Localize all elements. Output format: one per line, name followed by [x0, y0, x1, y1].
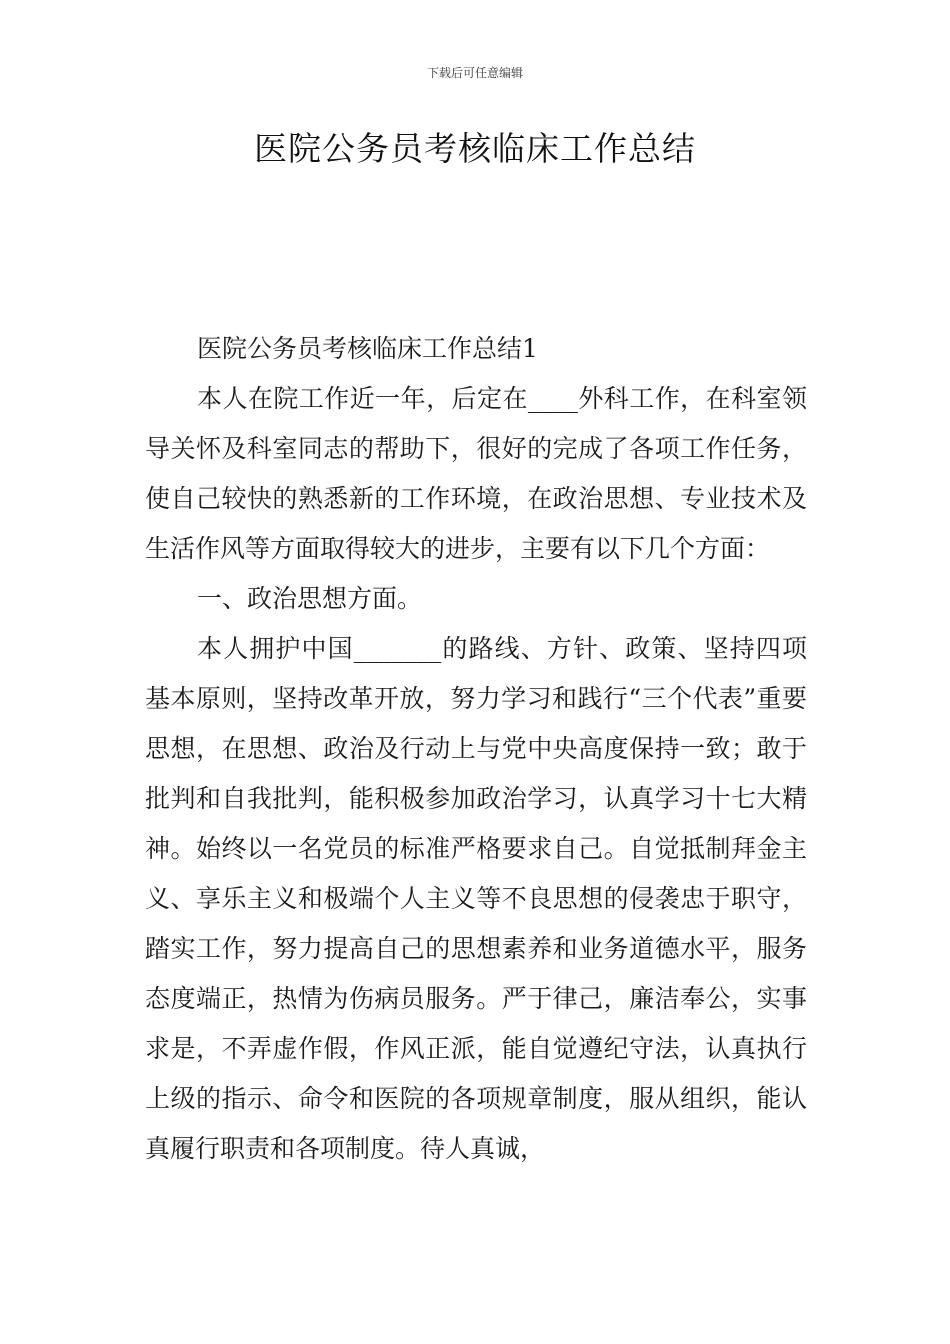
document-body — [145, 324, 807, 1174]
paragraph-intro: 本人在院工作近一年，后定在____外科工作，在科室领导关怀及科室同志的帮助下，很好的完成了各项工作任务，使自己较快的熟悉新的工作环境，在政治思想、专业技术及生活作风等方面取得较大的进步，主要有以下几个方面： — [145, 384, 807, 563]
paragraph-politics: 本人拥护中国_______的路线、方针、政策、坚持四项基本原则，坚持改革开放，努力学习和践行“三个代表”重要思想，在思想、政治及行动上与党中央高度保持一致；敢于批判和自我批判，能积极参加政治学习，认真学习十七大精神。始终以一名党员的标准严格要求自己。自觉抵制拜金主义、享乐主义和极端个人主义等不良思想的侵袭忠于职守，踏实工作，努力提高自己的思想素养和业务道德水平，服务态度端正，热情为伤病员服务。严于律己，廉洁奉公，实事求是，不弄虚作假，作风正派，能自觉遵纪守法，认真执行上级的指示、命令和医院的各项规章制度，服从组织，能认真履行职责和各项制度。待人真诚， — [145, 634, 807, 1163]
section-heading-1: 医院公务员考核临床工作总结1 — [197, 334, 538, 363]
document-title: 医院公务员考核临床工作总结 — [254, 129, 696, 168]
section-heading-politics: 一、政治思想方面。 — [197, 584, 423, 613]
page-header-note: 下载后可任意编辑 — [426, 66, 523, 80]
